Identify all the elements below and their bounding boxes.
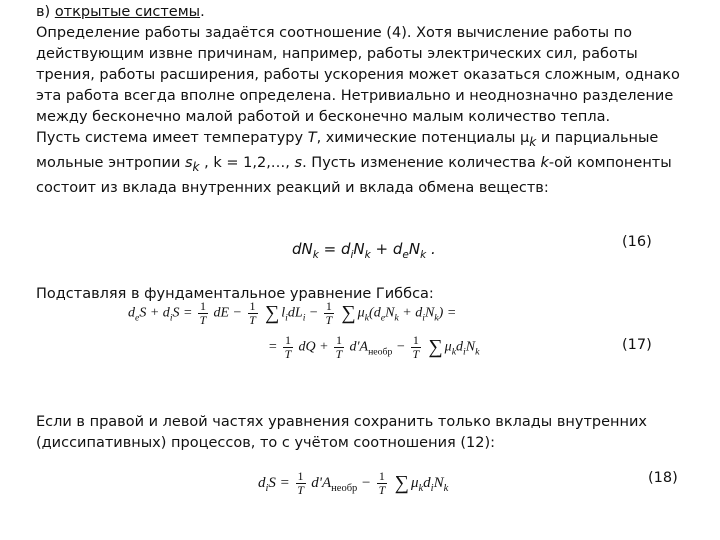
equation-number-18: (18) — [648, 470, 678, 486]
text-line: действующим извне причинам, например, работы электрических сил, работы — [36, 46, 638, 62]
fraction: $\frac{1}{T}$ — [199, 299, 207, 327]
text-line: трения, работы расширения, работы ускорения может оказаться сложным, однако — [36, 67, 680, 83]
text-line — [36, 2, 686, 23]
symbol-mu: μ — [520, 130, 530, 146]
symbol-T: T — [307, 130, 317, 146]
text-line: между бесконечно малой работой и бесконечно малым количество тепла. — [36, 109, 611, 125]
paragraph-dissipative — [36, 412, 686, 454]
symbol-k: k — [529, 134, 537, 149]
paragraph-open-systems — [36, 2, 686, 199]
symbol-s: s — [294, 154, 303, 171]
symbol-k: k — [540, 154, 549, 171]
fraction: $\frac{1}{T}$ — [378, 469, 386, 497]
equation-17-row-1: $d_eS + d_iS$ = $\frac{1}{T}$ dE − $\frac{1}{T}$ ∑ $l_idL_i$ − $\frac{1}{T}$ ∑ $\mu_k(d_eN_k + d_iN_k)$ = — [128, 299, 457, 327]
text-line — [36, 128, 686, 153]
fraction: $\frac{1}{T}$ — [412, 333, 420, 361]
text-fragment: Пусть система имеет температуру — [36, 130, 308, 146]
text-line: Если в правой и левой частях уравнения сохранить только вклады внутренних — [36, 414, 647, 430]
text-line — [36, 153, 686, 178]
sum-symbol: ∑ — [394, 472, 409, 494]
equation-18: $d_iS$ = $\frac{1}{T}$ $d'A_{необр}$ − $\frac{1}{T}$ ∑ $\mu_kd_iN_k$ — [258, 469, 449, 497]
symbol-s: s — [184, 154, 193, 171]
text-fragment: , химические потенциалы — [316, 130, 521, 146]
item-title: открытые системы — [54, 4, 201, 20]
fraction: $\frac{1}{T}$ — [297, 469, 304, 497]
text-line: эта работа всегда вполне определена. Нетривиально и неоднозначно разделение — [36, 88, 674, 104]
equation-17-row-2: = $\frac{1}{T}$ dQ + $\frac{1}{T}$ $d'A_{необр}$ − $\frac{1}{T}$ ∑ $\mu_kd_iN_k$ — [268, 333, 480, 361]
text-fragment: -ой компоненты — [548, 154, 672, 171]
text-line: состоит из вклада внутренних реакций и вклада обмена веществ: — [36, 179, 549, 196]
text-fragment: , k = 1,2,…, — [199, 154, 295, 171]
text-fragment: . Пусть изменение количества — [302, 154, 541, 171]
sum-symbol: ∑ — [265, 302, 280, 324]
text-line: Определение работы задаётся соотношение (4). Хотя вычисление работы по — [36, 25, 632, 41]
symbol-k: k — [192, 159, 200, 174]
text-fragment: и парциальные — [536, 130, 659, 146]
fraction: $\frac{1}{T}$ — [284, 333, 292, 361]
item-label: в) — [36, 4, 51, 20]
equation-16: $dN_k = d_iN_k + d_eN_k$ . — [292, 240, 436, 261]
equation-number-17: (17) — [622, 337, 652, 353]
item-end: . — [200, 4, 205, 20]
fraction: $\frac{1}{T}$ — [335, 333, 343, 361]
equation-number-16: (16) — [622, 234, 652, 250]
fraction: $\frac{1}{T}$ — [249, 299, 256, 327]
text-line: (диссипативных) процессов, то с учётом соотношения (12): — [36, 435, 495, 451]
text-fragment: мольные энтропии — [36, 154, 185, 171]
sum-symbol: ∑ — [428, 336, 443, 358]
fraction: $\frac{1}{T}$ — [325, 299, 333, 327]
text-line: Подставляя в фундаментальное уравнение Гиббса: — [36, 286, 434, 302]
sum-symbol: ∑ — [341, 302, 356, 324]
